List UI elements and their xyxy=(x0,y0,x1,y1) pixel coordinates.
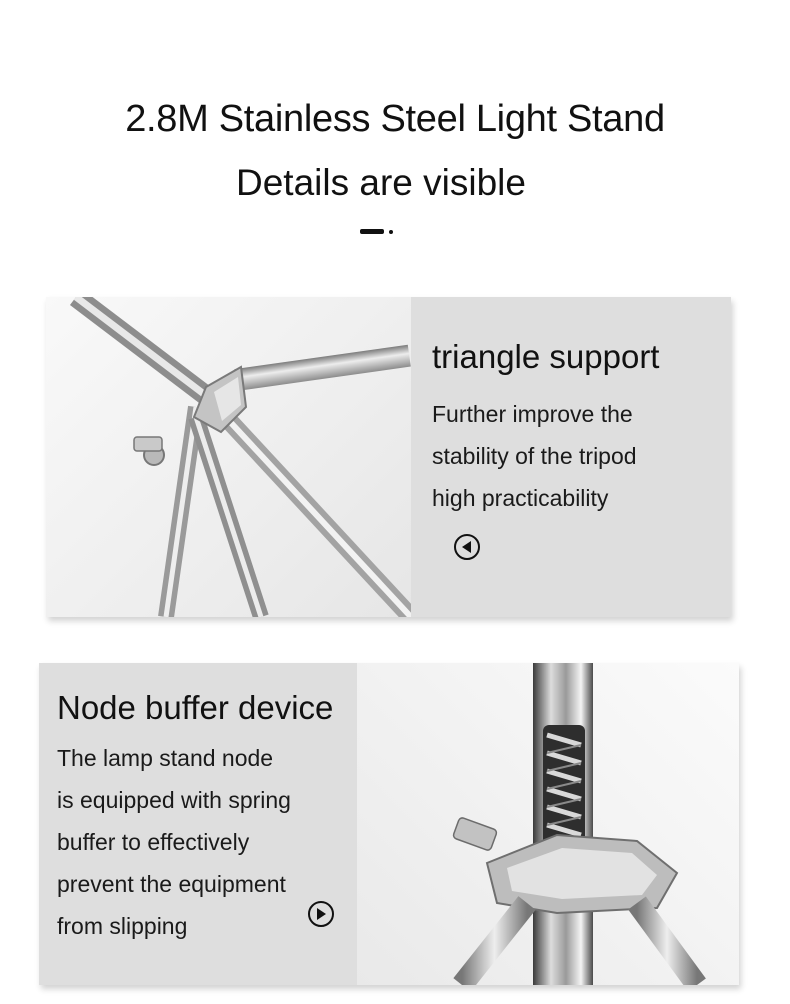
page-subtitle: Details are visible xyxy=(236,162,526,203)
section-heading: Node buffer device xyxy=(57,689,334,726)
tripod-joint-illustration xyxy=(46,297,411,617)
section-text-line: prevent the equipment xyxy=(57,871,286,897)
previous-button[interactable] xyxy=(454,534,480,560)
feature-card-triangle-support xyxy=(46,297,731,617)
page-title: 2.8M Stainless Steel Light Stand xyxy=(125,98,665,140)
section-text-line: The lamp stand node xyxy=(57,745,274,771)
next-button[interactable] xyxy=(308,901,334,927)
page-header xyxy=(0,0,790,260)
play-right-icon xyxy=(310,903,332,925)
node-buffer-text-panel xyxy=(39,663,357,985)
section-text-line: is equipped with spring xyxy=(57,787,291,813)
triangle-support-photo xyxy=(46,297,411,617)
section-text-line: buffer to effectively xyxy=(57,829,250,855)
section-text-line: Further improve the xyxy=(432,401,633,427)
title-divider xyxy=(360,229,384,234)
section-text-line: stability of the tripod xyxy=(432,443,637,469)
section-heading: triangle support xyxy=(432,338,660,375)
play-left-icon xyxy=(456,536,478,558)
node-buffer-photo xyxy=(357,663,739,985)
title-divider-dot xyxy=(389,230,393,234)
section-text-line: from slipping xyxy=(57,913,188,939)
feature-card-node-buffer xyxy=(39,663,739,985)
spring-buffer-illustration xyxy=(357,663,739,985)
section-text-line: high practicability xyxy=(432,485,609,511)
triangle-support-text-panel xyxy=(411,297,731,617)
